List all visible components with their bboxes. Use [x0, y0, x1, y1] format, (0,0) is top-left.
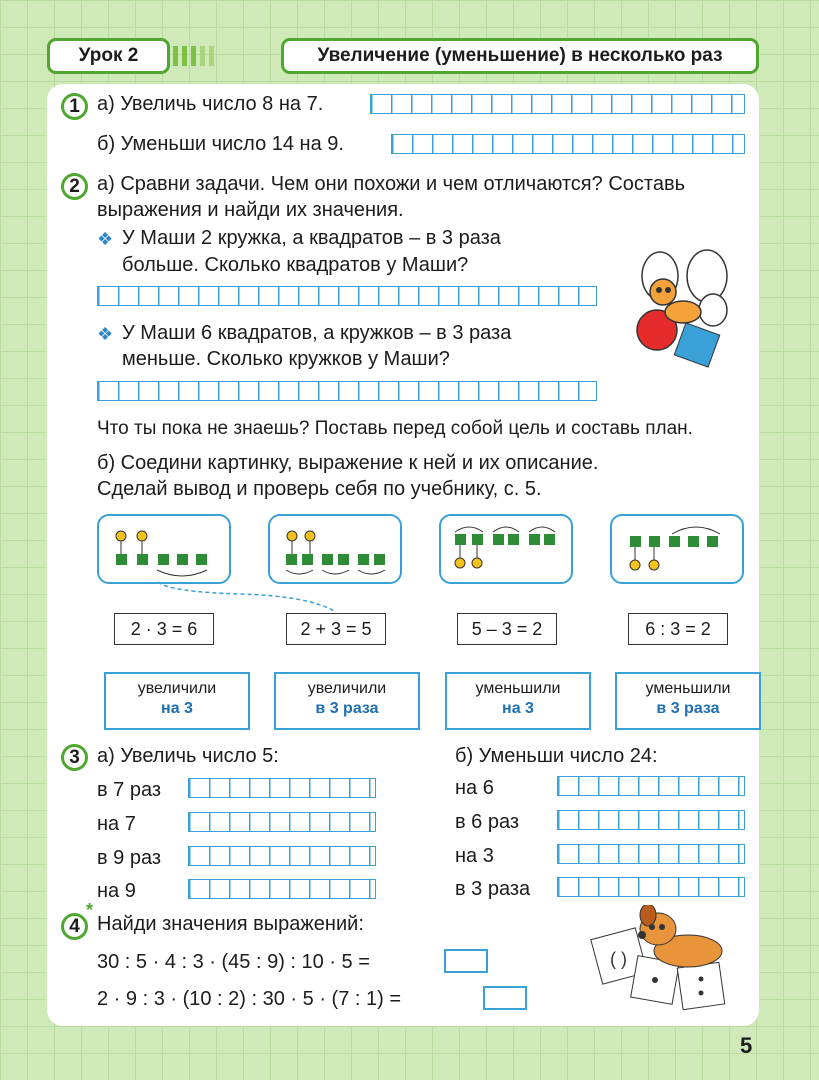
description-card[interactable] [274, 672, 420, 730]
svg-text:( ): ( ) [610, 949, 627, 969]
task1-b-text: б) Уменьши число 14 на 9. [97, 133, 344, 155]
description-bottom: на 3 [502, 700, 534, 717]
expression-card[interactable]: 5 – 3 = 2 [457, 613, 557, 645]
description-card[interactable] [104, 672, 250, 730]
task3-a-item: в 9 раз [97, 847, 162, 869]
dog-illustration [588, 905, 738, 1015]
picture-card[interactable] [610, 514, 744, 584]
answer-cells[interactable] [370, 94, 745, 114]
lesson-title-box [281, 38, 759, 74]
description-top: уменьшили [645, 680, 731, 697]
expression-card[interactable]: 2 + 3 = 5 [286, 613, 386, 645]
task4-title: Найди значения выражений: [97, 913, 364, 935]
answer-cells[interactable] [97, 381, 597, 401]
expression-card[interactable]: 6 : 3 = 2 [628, 613, 728, 645]
answer-cells[interactable] [188, 879, 376, 899]
answer-box[interactable] [483, 986, 527, 1010]
task-number: 1 [61, 93, 88, 120]
task2-a-line2: выражения и найди их значения. [97, 199, 404, 221]
task2-a-line1: а) Сравни задачи. Чем они похожи и чем отличаются? Составь [97, 173, 685, 195]
answer-cells[interactable] [188, 846, 376, 866]
description-top: увеличили [307, 680, 387, 697]
description-card[interactable] [445, 672, 591, 730]
answer-cells[interactable] [557, 877, 745, 897]
task1-a-text: а) Увеличь число 8 на 7. [97, 93, 324, 115]
task3-a-item: на 7 [97, 813, 136, 835]
task2-b-line2: Сделай вывод и проверь себя по учебнику, с. 5. [97, 478, 542, 500]
page-number: 5 [740, 1033, 753, 1058]
description-top: увеличили [137, 680, 217, 697]
task4-expression2: 2 · 9 : 3 · (10 : 2) : 30 · 5 · (7 : 1) = [97, 988, 402, 1010]
answer-cells[interactable] [97, 286, 597, 306]
task-number: 2 [61, 173, 88, 200]
picture-card[interactable] [439, 514, 573, 584]
diamond-bullet-icon: ❖ [97, 229, 114, 249]
picture-card[interactable] [268, 514, 402, 584]
problem2-line1: У Маши 6 квадратов, а кружков – в 3 раза [122, 322, 512, 344]
description-bottom: на 3 [161, 700, 193, 717]
butterfly-illustration [625, 248, 735, 368]
lesson-title: Увеличение (уменьшение) в несколько раз [317, 45, 723, 66]
problem1-line1: У Маши 2 кружка, а квадратов – в 3 раза [122, 227, 501, 249]
expression-card[interactable]: 2 · 3 = 6 [114, 613, 214, 645]
answer-cells[interactable] [557, 810, 745, 830]
task3-a-title: а) Увеличь число 5: [97, 745, 279, 767]
answer-cells[interactable] [188, 812, 376, 832]
answer-box[interactable] [444, 949, 488, 973]
answer-cells[interactable] [557, 844, 745, 864]
lesson-label: Урок 2 [78, 45, 139, 66]
description-card[interactable] [615, 672, 761, 730]
task3-b-item: на 6 [455, 777, 494, 799]
task2-b-line1: б) Соедини картинку, выражение к ней и их описание. [97, 452, 599, 474]
task3-b-item: в 3 раза [455, 878, 531, 900]
answer-cells[interactable] [557, 776, 745, 796]
diamond-bullet-icon: ❖ [97, 324, 114, 344]
star-icon: * [86, 900, 94, 920]
task3-b-item: на 3 [455, 845, 494, 867]
task4-expression1: 30 : 5 · 4 : 3 · (45 : 9) : 10 · 5 = [97, 951, 370, 973]
task3-b-item: в 6 раз [455, 811, 520, 833]
task-number: 3 [61, 744, 88, 771]
task3-a-item: на 9 [97, 880, 136, 902]
description-bottom: в 3 раза [656, 700, 720, 717]
answer-cells[interactable] [188, 778, 376, 798]
picture-card[interactable] [97, 514, 231, 584]
description-bottom: в 3 раза [315, 700, 379, 717]
description-top: уменьшили [475, 680, 561, 697]
lesson-badge [47, 38, 170, 74]
problem2-line2: меньше. Сколько кружков у Маши? [122, 348, 450, 370]
task3-b-title: б) Уменьши число 24: [455, 745, 658, 767]
header-decoration [173, 46, 214, 66]
problem1-line2: больше. Сколько квадратов у Маши? [122, 254, 469, 276]
task3-a-item: в 7 раз [97, 779, 162, 801]
answer-cells[interactable] [391, 134, 745, 154]
goal-text: Что ты пока не знаешь? Поставь перед собой цель и составь план. [97, 418, 693, 439]
task-number: 4 [61, 913, 88, 940]
